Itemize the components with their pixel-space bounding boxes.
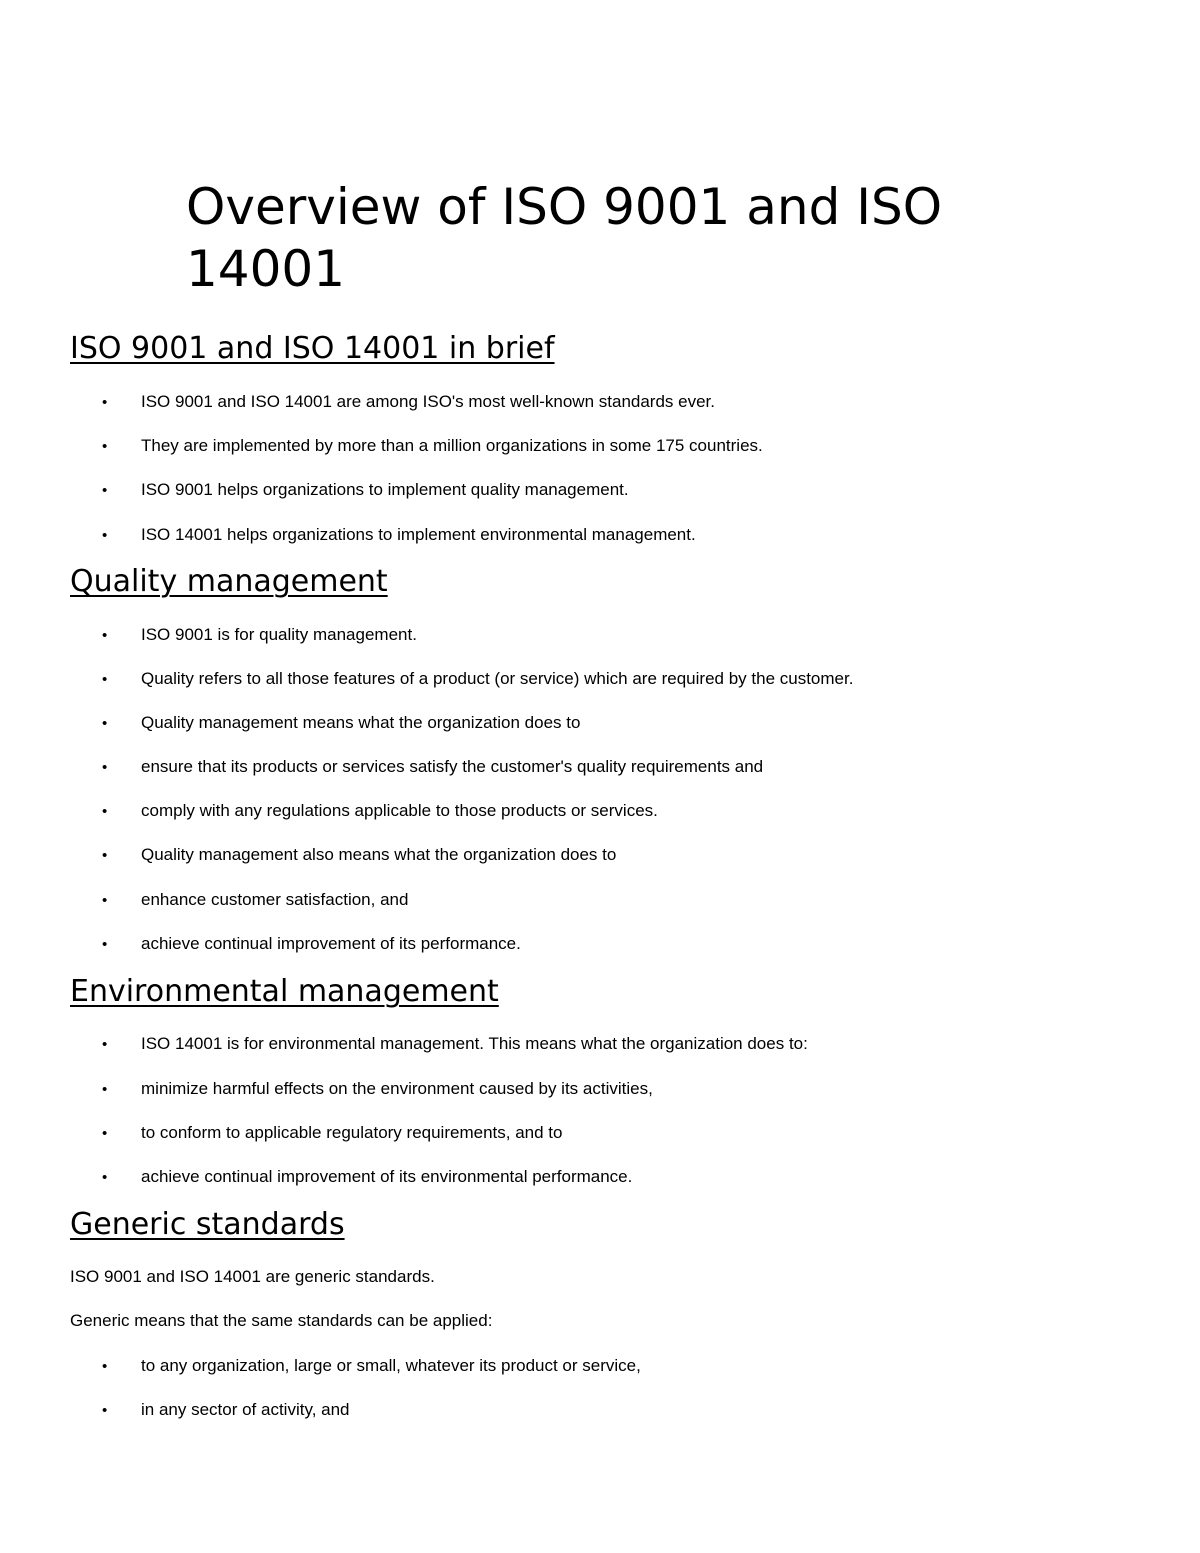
list-item-text: ISO 14001 helps organizations to implement environmental management.	[141, 525, 696, 544]
list-item-text: enhance customer satisfaction, and	[141, 890, 409, 909]
list-item	[102, 387, 715, 417]
bullet-icon: •	[102, 1402, 108, 1419]
list-item-text: minimize harmful effects on the environment caused by its activities,	[141, 1079, 653, 1098]
list-item	[102, 1074, 653, 1104]
list-item	[102, 1029, 808, 1059]
list-item	[102, 929, 521, 959]
list-item-text: ISO 9001 is for quality management.	[141, 625, 417, 644]
bullet-icon: •	[102, 1169, 108, 1186]
bullet-icon: •	[102, 627, 108, 644]
list-item-text: Quality refers to all those features of a product (or service) which are required by the customer.	[141, 669, 854, 688]
paragraph-generic-intro: ISO 9001 and ISO 14001 are generic standards.	[70, 1267, 435, 1286]
bullet-icon: •	[102, 394, 108, 411]
bullet-icon: •	[102, 527, 108, 544]
list-item-text: comply with any regulations applicable to those products or services.	[141, 801, 658, 820]
list-item	[102, 620, 417, 650]
bullet-icon: •	[102, 936, 108, 953]
section-heading-environmental-management: Environmental management	[70, 974, 499, 1009]
bullet-icon: •	[102, 1125, 108, 1142]
bullet-icon: •	[102, 847, 108, 864]
bullet-icon: •	[102, 482, 108, 499]
list-item-text: Quality management also means what the organization does to	[141, 845, 617, 864]
list-item	[102, 885, 408, 915]
list-item-text: ensure that its products or services satisfy the customer's quality requirements and	[141, 757, 764, 776]
list-item	[102, 1118, 562, 1148]
section-heading-quality-management: Quality management	[70, 564, 388, 599]
list-item-text: to conform to applicable regulatory requirements, and to	[141, 1123, 563, 1142]
list-item	[102, 1351, 641, 1381]
list-item	[102, 708, 580, 738]
list-item-text: achieve continual improvement of its performance.	[141, 934, 521, 953]
list-item	[102, 1395, 350, 1425]
list-item	[102, 475, 629, 505]
bullet-icon: •	[102, 438, 108, 455]
list-item	[102, 431, 763, 461]
bullet-icon: •	[102, 1036, 108, 1053]
list-item-text: Quality management means what the organization does to	[141, 713, 581, 732]
list-item	[102, 520, 696, 550]
bullet-icon: •	[102, 715, 108, 732]
bullet-icon: •	[102, 1081, 108, 1098]
list-item	[102, 840, 616, 870]
list-item	[102, 664, 853, 694]
section-heading-in-brief: ISO 9001 and ISO 14001 in brief	[70, 331, 555, 366]
paragraph-generic-meaning: Generic means that the same standards can be applied:	[70, 1311, 493, 1330]
bullet-icon: •	[102, 892, 108, 909]
list-item-text: achieve continual improvement of its environmental performance.	[141, 1167, 633, 1186]
list-item-text: They are implemented by more than a million organizations in some 175 countries.	[141, 436, 763, 455]
bullet-icon: •	[102, 1358, 108, 1375]
bullet-icon: •	[102, 803, 108, 820]
bullet-icon: •	[102, 759, 108, 776]
list-item	[102, 796, 658, 826]
list-item-text: to any organization, large or small, whatever its product or service,	[141, 1356, 641, 1375]
list-item-text: ISO 9001 helps organizations to implement quality management.	[141, 480, 629, 499]
section-heading-generic-standards: Generic standards	[70, 1207, 345, 1242]
bullet-icon: •	[102, 671, 108, 688]
document-title: Overview of ISO 9001 and ISO 14001	[186, 178, 943, 298]
list-item-text: in any sector of activity, and	[141, 1400, 350, 1419]
list-item-text: ISO 14001 is for environmental management. This means what the organization does to:	[141, 1034, 808, 1053]
list-item	[102, 1162, 632, 1192]
list-item-text: ISO 9001 and ISO 14001 are among ISO's most well-known standards ever.	[141, 392, 715, 411]
list-item	[102, 752, 763, 782]
